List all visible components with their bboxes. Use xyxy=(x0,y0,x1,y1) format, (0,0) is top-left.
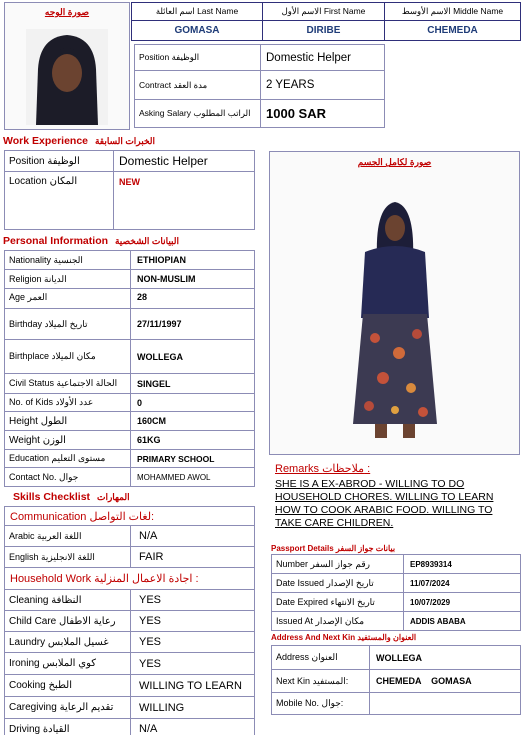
cooking-value: WILLING TO LEARN xyxy=(131,675,255,697)
driving-value: N/A xyxy=(131,719,255,735)
birthday-label: Birthday تاريخ الميلاد xyxy=(5,309,131,340)
next-kin-label: Next Kin المستفيد: xyxy=(272,670,370,693)
remarks-line: HOUSEHOLD CHORES. WILLING TO LEARN xyxy=(275,491,494,503)
contract-label: Contract مدة العقد xyxy=(135,71,261,100)
arabic-value: N/A xyxy=(131,526,255,547)
last-name-value: GOMASA xyxy=(132,21,263,41)
skills-title-en: Skills Checklist xyxy=(13,491,91,503)
passport-heading: Passport Details بيانات جواز السفر xyxy=(271,544,396,553)
personal-info-table xyxy=(4,250,255,487)
height-value: 160CM xyxy=(131,412,255,431)
english-label: English اللغة الانجليزية xyxy=(5,547,131,568)
contact-value: MOHAMMED AWOL xyxy=(131,468,255,487)
we-position-value: Domestic Helper xyxy=(114,151,255,172)
birthplace-value: WOLLEGA xyxy=(131,340,255,374)
kids-value: 0 xyxy=(131,394,255,412)
cooking-label: Cooking الطبخ xyxy=(5,675,131,697)
first-name-value: DIRIBE xyxy=(263,21,385,41)
laundry-value: YES xyxy=(131,632,255,653)
religion-value: NON-MUSLIM xyxy=(131,270,255,289)
english-value: FAIR xyxy=(131,547,255,568)
birthday-value: 27/11/1997 xyxy=(131,309,255,340)
weight-value: 61KG xyxy=(131,431,255,450)
mobile-label: Mobile No. جوال: xyxy=(272,693,370,715)
face-photo xyxy=(26,29,108,125)
work-experience-heading xyxy=(3,135,155,147)
personal-info-title-en: Personal Information xyxy=(3,235,109,247)
personal-info-title-ar: البيانات الشخصية xyxy=(114,236,180,246)
passport-number-label: Number رقم جواز السفر xyxy=(272,555,404,574)
middle-name-value: CHEMEDA xyxy=(385,21,521,41)
position-label: Position الوظيفة xyxy=(135,45,261,71)
issued-at-label: Issued At مكان الإصدار xyxy=(272,612,404,631)
work-experience-table xyxy=(4,150,255,230)
skills-heading xyxy=(13,491,130,503)
mobile-value xyxy=(370,693,521,715)
arabic-label: Arabic اللغة العربية xyxy=(5,526,131,547)
full-body-photo xyxy=(347,188,443,442)
face-photo-box xyxy=(4,2,130,130)
last-name-label: اسم العائلة Last Name xyxy=(132,3,263,21)
ironing-label: Ironing كوي الملابس xyxy=(5,653,131,675)
nationality-value: ETHIOPIAN xyxy=(131,251,255,270)
kids-label: No. of Kids عدد الأولاد xyxy=(5,394,131,412)
address-label: Address العنوان xyxy=(272,646,370,670)
driving-label: Driving القيادة xyxy=(5,719,131,735)
we-location-label: Location المكان xyxy=(5,172,114,230)
communication-header: Communication لغات التواصل: xyxy=(5,507,255,526)
weight-label: Weight الوزن xyxy=(5,431,131,450)
issued-at-value: ADDIS ABABA xyxy=(404,612,521,631)
personal-info-heading xyxy=(3,235,179,247)
skills-title-ar: المهارات xyxy=(96,492,130,502)
face-photo-title: صورة الوجه xyxy=(44,7,90,17)
contract-value: 2 YEARS xyxy=(261,71,385,100)
caregiving-value: WILLING xyxy=(131,697,255,719)
asking-salary-label: Asking Salary الراتب المطلوب xyxy=(135,100,261,128)
asking-salary-value: 1000 SAR xyxy=(261,100,385,128)
remarks-line: HOW TO COOK ARABIC FOOD. WILLING TO xyxy=(275,504,493,516)
we-location-value: NEW xyxy=(114,172,255,230)
date-issued-value: 11/07/2024 xyxy=(404,574,521,593)
address-value: WOLLEGA xyxy=(370,646,521,670)
civil-status-value: SINGEL xyxy=(131,374,255,394)
date-expired-value: 10/07/2029 xyxy=(404,593,521,612)
address-heading: Address And Next Kin العنوان والمستفيد xyxy=(271,633,417,642)
household-header: Household Work اجادة الاعمال المنزلية : xyxy=(5,568,255,590)
skills-table xyxy=(4,506,255,735)
position-value: Domestic Helper xyxy=(261,45,385,71)
next-kin-value: CHEMEDA GOMASA xyxy=(370,670,521,693)
remarks-line: TAKE CARE CHILDREN. xyxy=(275,517,394,529)
passport-number-value: EP8939314 xyxy=(404,555,521,574)
full-body-photo-box xyxy=(269,151,520,455)
first-name-label: الاسم الأول First Name xyxy=(263,3,385,21)
passport-table xyxy=(271,554,521,631)
date-issued-label: Date Issued تاريخ الإصدار xyxy=(272,574,404,593)
contact-label: Contact No. جوال xyxy=(5,468,131,487)
ironing-value: YES xyxy=(131,653,255,675)
child-care-value: YES xyxy=(131,611,255,632)
remarks-title: Remarks ملاحظات : xyxy=(275,463,371,475)
names-table xyxy=(131,2,521,41)
cleaning-value: YES xyxy=(131,590,255,611)
work-experience-title-ar: الخبرات السابقة xyxy=(94,136,156,146)
work-experience-title-en: Work Experience xyxy=(3,135,89,147)
remarks-line: SHE IS A EX-ABROD - WILLING TO DO xyxy=(275,478,465,490)
address-table xyxy=(271,645,521,715)
age-value: 28 xyxy=(131,289,255,309)
education-label: Education مستوى التعليم xyxy=(5,450,131,468)
we-position-label: Position الوظيفة xyxy=(5,151,114,172)
remarks-section xyxy=(275,462,521,530)
nationality-label: Nationality الجنسية xyxy=(5,251,131,270)
civil-status-label: Civil Status الحالة الاجتماعية xyxy=(5,374,131,394)
birthplace-label: Birthplace مكان الميلاد xyxy=(5,340,131,374)
height-label: Height الطول xyxy=(5,412,131,431)
cleaning-label: Cleaning النظافة xyxy=(5,590,131,611)
laundry-label: Laundry غسيل الملابس xyxy=(5,632,131,653)
job-details-table xyxy=(134,44,385,128)
education-value: PRIMARY SCHOOL xyxy=(131,450,255,468)
date-expired-label: Date Expired تاريخ الانتهاء xyxy=(272,593,404,612)
caregiving-label: Caregiving تقديم الرعاية xyxy=(5,697,131,719)
child-care-label: Child Care رعاية الاطفال xyxy=(5,611,131,632)
age-label: Age العمر xyxy=(5,289,131,309)
religion-label: Religion الديانة xyxy=(5,270,131,289)
middle-name-label: الاسم الأوسط Middle Name xyxy=(385,3,521,21)
full-body-photo-title: صورة لكامل الجسم xyxy=(357,157,432,167)
